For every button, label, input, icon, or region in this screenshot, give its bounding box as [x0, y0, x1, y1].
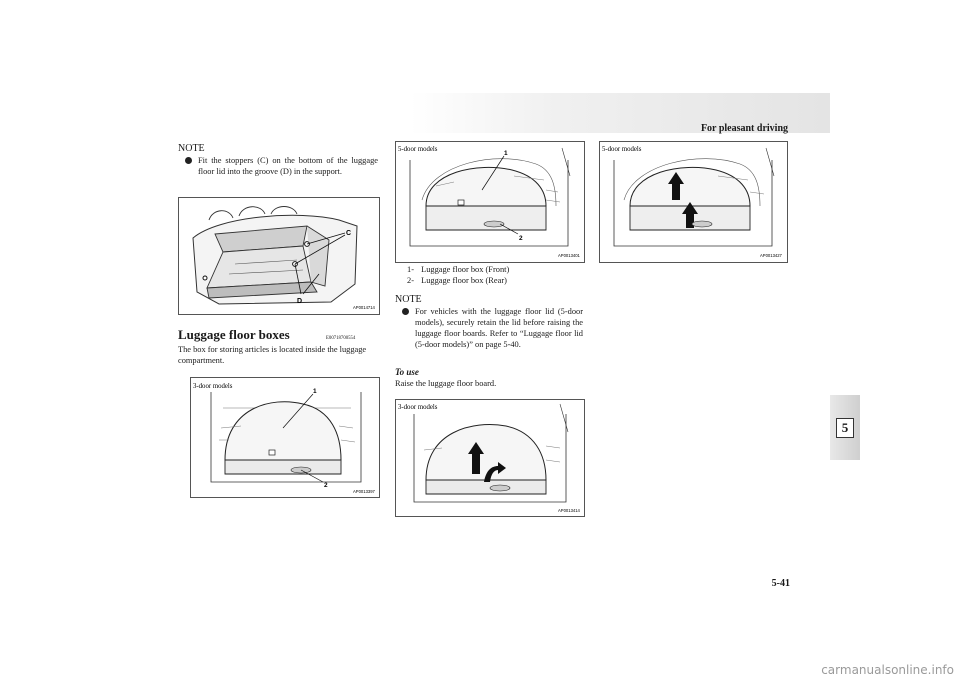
bullet-icon: [402, 308, 409, 315]
bullet-icon: [185, 157, 192, 164]
floor-lid-illustration: [179, 198, 379, 314]
luggage-box-5door-illustration: [396, 142, 584, 262]
page-number: 5-41: [771, 578, 790, 589]
list-item-number: 2-: [407, 276, 414, 285]
figure-5door-boxes: [395, 141, 585, 263]
list-item: [395, 275, 583, 286]
figure-caption: 3-door models: [193, 383, 233, 390]
list-item-number: 1-: [407, 265, 414, 274]
note-bullet: [198, 155, 378, 177]
chapter-tab[interactable]: [830, 395, 860, 460]
figure-caption: 3-door models: [398, 404, 438, 411]
figure-caption: 5-door models: [602, 146, 642, 153]
note-heading: NOTE: [395, 294, 422, 305]
callout-c: C: [346, 230, 352, 237]
label-1: 1: [504, 150, 508, 157]
callout-d: D: [297, 298, 303, 305]
figure-5door-raise: [599, 141, 788, 263]
figure-code: AP0013414: [558, 508, 580, 513]
item-list: [395, 264, 583, 286]
watermark[interactable]: carmanualsonline.info: [821, 663, 954, 677]
section-title: For pleasant driving: [700, 123, 788, 134]
figure-code: AP0013401: [558, 253, 580, 258]
raise-floor-3door-illustration: [396, 400, 584, 516]
section-code: E00718700554: [326, 336, 356, 341]
label-2: 2: [519, 235, 523, 242]
label-1: 1: [313, 388, 317, 395]
label-2: 2: [324, 482, 328, 489]
section-heading: Luggage floor boxes: [178, 327, 290, 342]
chapter-number: 5: [836, 418, 854, 438]
figure-caption: 5-door models: [398, 146, 438, 153]
list-item-text: Luggage floor box (Front): [421, 265, 510, 274]
section-body: The box for storing articles is located inside the luggage compartment.: [178, 345, 367, 365]
note-bullet-text: Fit the stoppers (C) on the bottom of the luggage floor lid into the groove (D) in the support.: [198, 156, 378, 176]
figure-code: AP0014714: [353, 305, 375, 310]
figure-3door-raise: [395, 399, 585, 517]
luggage-box-3door-illustration: [191, 378, 379, 497]
raise-floor-5door-illustration: [600, 142, 787, 262]
figure-code: AP0013427: [760, 253, 782, 258]
to-use-body: Raise the luggage floor board.: [395, 379, 497, 388]
to-use-heading: To use: [395, 367, 419, 377]
note-heading: NOTE: [178, 143, 205, 154]
note-bullet: [415, 306, 583, 350]
figure-code: AP0013397: [353, 489, 375, 494]
figure-floor-lid-stoppers: [178, 197, 380, 315]
list-item: [395, 264, 583, 275]
figure-3door-boxes: [190, 377, 380, 498]
list-item-text: Luggage floor box (Rear): [421, 276, 507, 285]
note-bullet-text: For vehicles with the luggage floor lid (5-door models), securely retain the lid before raising the luggage floor boards. Refer to “Luggage floor lid (5-door models)” on page 5-40.: [415, 307, 583, 349]
